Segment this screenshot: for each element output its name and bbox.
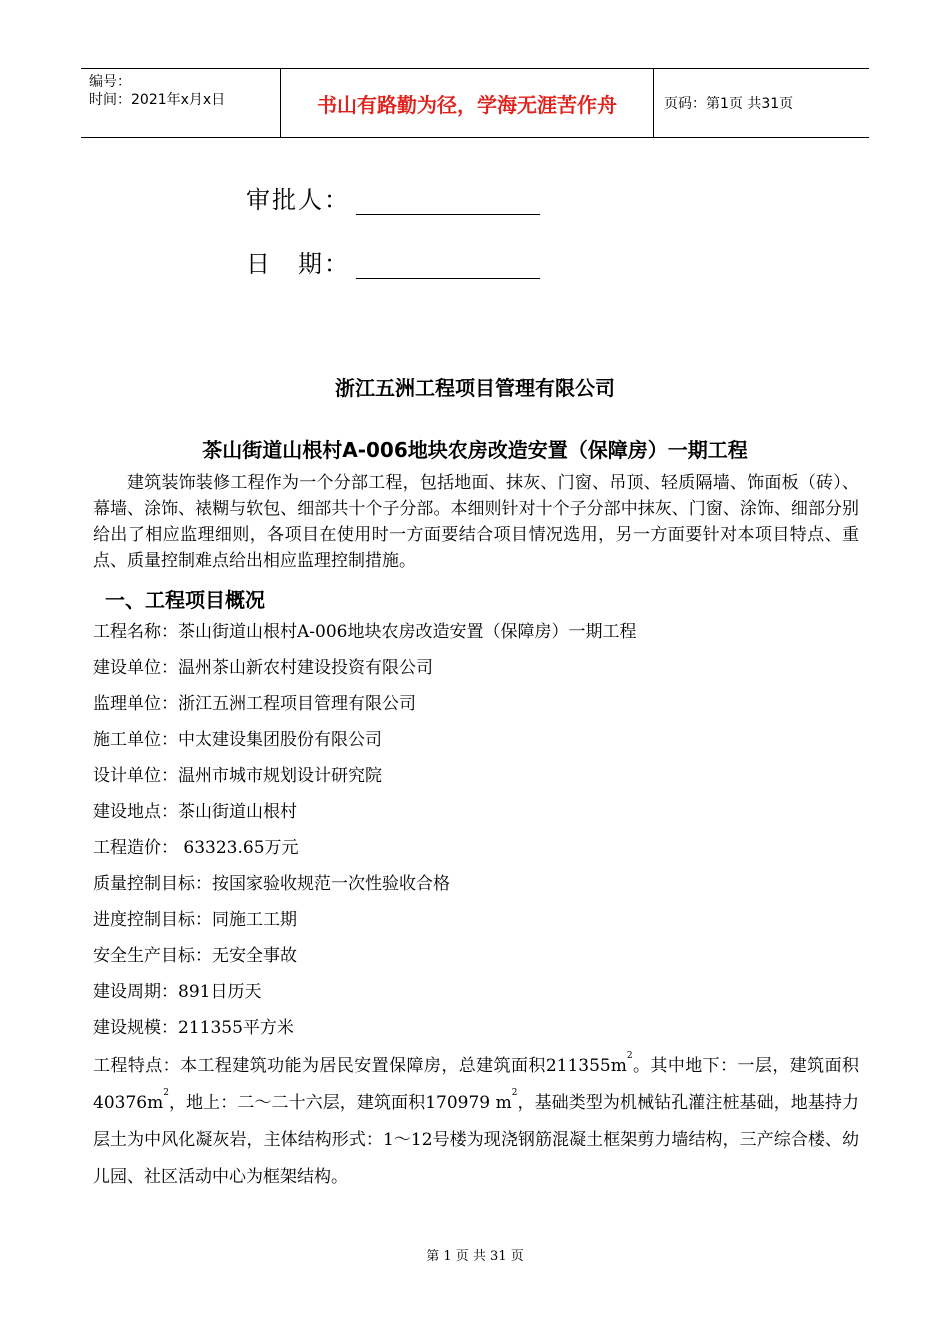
header-page-number: 页码：第1页 共31页 — [664, 96, 794, 112]
info-duration: 建设周期：891日历天 — [93, 982, 262, 1002]
section-heading: 一、工程项目概况 — [105, 588, 265, 612]
superscript-2: 2 — [163, 1088, 169, 1098]
project-title: 茶山街道山根村A-006地块农房改造安置（保障房）一期工程 — [202, 438, 748, 462]
info-designer: 设计单位：温州市城市规划设计研究院 — [93, 766, 382, 786]
intro-paragraph: 建筑装饰装修工程作为一个分部工程，包括地面、抹灰、门窗、吊顶、轻质隔墙、饰面板（砖）、幕墙、涂饰、裱糊与软包、细部共十个子分部。本细则针对十个子分部中抹灰、门窗、涂饰、细部分别给出了相应监理细则，各项目在使用时一方面要结合项目情况选用，另一方面要针对本项目特点、重点、质量控制难点给出相应监理控制措施。 — [93, 473, 859, 571]
superscript-2: 2 — [511, 1088, 518, 1098]
info-supervisor: 监理单位：浙江五洲工程项目管理有限公司 — [93, 694, 416, 714]
number-label: 编号： — [89, 74, 131, 90]
header-meta — [81, 69, 281, 137]
info-safety-target: 安全生产目标：无安全事故 — [93, 946, 297, 966]
company-title: 浙江五洲工程项目管理有限公司 — [335, 376, 615, 400]
approver-label: 审批人： — [246, 186, 350, 214]
approver-signature — [246, 180, 540, 215]
info-cost: 工程造价： 63323.65万元 — [93, 838, 299, 858]
info-owner: 建设单位：温州茶山新农村建设投资有限公司 — [93, 658, 433, 678]
approver-line[interactable] — [356, 190, 540, 215]
features-text-4: ，基础类型为机械钻孔灌注桩基础，地基持力层土为中风化凝灰岩，主体结构形式：1～12号楼为现浇钢筋混凝土框架剪力墙结构，三产综合楼、幼儿园、社区活动中心为框架结构。 — [93, 1093, 860, 1187]
info-scale: 建设规模：211355平方米 — [93, 1018, 294, 1038]
page-footer: 第 1 页 共 31 页 — [426, 1249, 524, 1264]
features-text-1: 工程特点：本工程建筑功能为居民安置保障房，总建筑面积211355m — [93, 1056, 627, 1076]
features-text-2: 。其中地下：一层，建筑面积40376m — [93, 1056, 860, 1113]
date-label: 时间：2021年x月x日 — [89, 92, 226, 108]
info-location: 建设地点：茶山街道山根村 — [93, 802, 297, 822]
sign-date-line[interactable] — [356, 254, 540, 279]
header-motto: 书山有路勤为径，学海无涯苦作舟 — [281, 69, 654, 137]
sign-date-label: 日 期： — [246, 250, 350, 278]
page-header — [81, 68, 869, 138]
info-project-name: 工程名称：茶山街道山根村A-006地块农房改造安置（保障房）一期工程 — [93, 622, 637, 642]
project-features — [93, 1048, 859, 1196]
info-contractor: 施工单位：中太建设集团股份有限公司 — [93, 730, 382, 750]
project-info-list — [93, 614, 859, 1046]
features-text-3: ，地上：二～二十六层，建筑面积170979 m — [168, 1093, 512, 1113]
info-schedule-target: 进度控制目标：同施工工期 — [93, 910, 297, 930]
date-signature — [246, 244, 540, 279]
superscript-2: 2 — [626, 1051, 633, 1061]
info-quality-target: 质量控制目标：按国家验收规范一次性验收合格 — [93, 874, 450, 894]
